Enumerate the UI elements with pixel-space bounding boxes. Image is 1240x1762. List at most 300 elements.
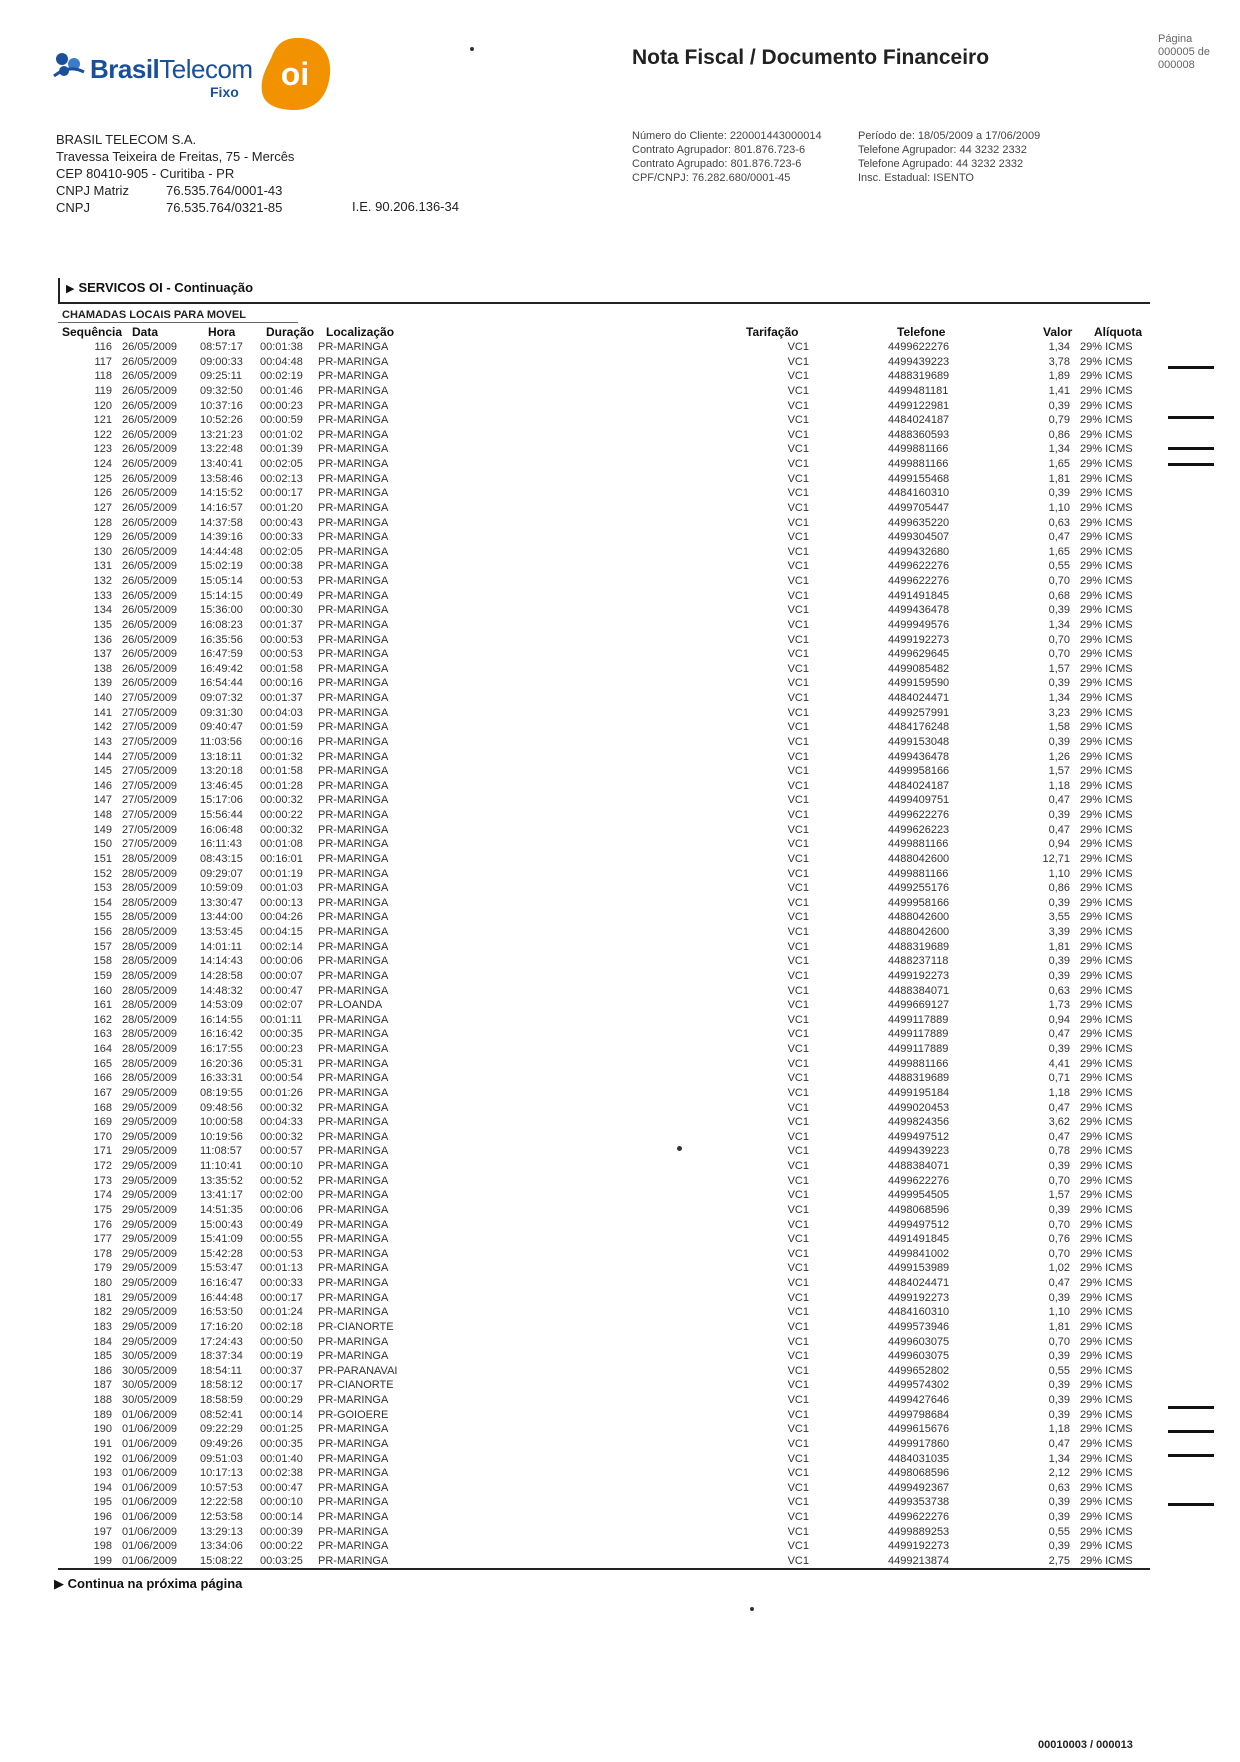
cell-tar: VC1 [787, 1116, 809, 1129]
spacer-cell [1070, 1510, 1080, 1525]
cell-date: 29/05/2009 [122, 1218, 178, 1231]
spacer-cell [809, 603, 888, 618]
cell-seq: 184 [93, 1335, 112, 1348]
table-row [58, 369, 1150, 384]
cell-dur: 00:00:22 [260, 1540, 303, 1553]
spacer-cell [1070, 896, 1080, 911]
spacer-cell [968, 559, 1026, 574]
margin-mark [1168, 447, 1214, 450]
cell-loc: PR-MARINGA [318, 955, 389, 968]
cell-tar: VC1 [787, 1203, 809, 1216]
cell-loc: PR-LOANDA [318, 999, 383, 1012]
spacer-cell [444, 998, 738, 1013]
cell-date: 28/05/2009 [122, 984, 178, 997]
cell-time: 09:48:56 [200, 1101, 243, 1114]
cell-loc: PR-MARINGA [318, 370, 389, 383]
cell-loc: PR-MARINGA [318, 677, 389, 690]
spacer-cell [968, 1188, 1026, 1203]
cell-date: 26/05/2009 [122, 618, 178, 631]
cell-ali: 29% ICMS [1080, 355, 1133, 368]
cell-ali: 29% ICMS [1080, 1540, 1133, 1553]
spacer-cell [444, 618, 738, 633]
cell-date: 29/05/2009 [122, 1247, 178, 1260]
spacer-cell [444, 1027, 738, 1042]
cell-date: 28/05/2009 [122, 1057, 178, 1070]
cell-ali: 29% ICMS [1080, 1116, 1133, 1129]
spacer-cell [1070, 998, 1080, 1013]
cell-ali: 29% ICMS [1080, 896, 1133, 909]
table-row [58, 1071, 1150, 1086]
spacer-cell [809, 867, 888, 882]
cell-tar: VC1 [787, 1028, 809, 1041]
cell-time: 10:00:58 [200, 1116, 243, 1129]
cell-val: 1,26 [1048, 750, 1070, 763]
cell-tel: 4499122981 [888, 399, 950, 412]
cell-loc: PR-MARINGA [318, 531, 389, 544]
cell-ali: 29% ICMS [1080, 648, 1133, 661]
cell-loc: PR-MARINGA [318, 414, 389, 427]
spacer-cell [809, 925, 888, 940]
cell-ali: 29% ICMS [1080, 1028, 1133, 1041]
cell-seq: 124 [93, 458, 112, 470]
cell-ali: 29% ICMS [1080, 984, 1133, 997]
cell-val: 3,39 [1048, 926, 1070, 938]
cell-tar: VC1 [787, 399, 809, 412]
cell-date: 26/05/2009 [122, 662, 178, 675]
cell-ali: 29% ICMS [1080, 765, 1133, 778]
cell-time: 09:07:32 [200, 692, 243, 704]
cell-dur: 00:00:39 [260, 1525, 303, 1538]
cell-date: 30/05/2009 [122, 1379, 178, 1392]
cell-tar: VC1 [787, 1057, 809, 1070]
spacer-cell [968, 1495, 1026, 1510]
spacer-cell [444, 735, 738, 750]
spacer-cell [1070, 1027, 1080, 1042]
cell-tar: VC1 [787, 1189, 809, 1202]
page-title: Nota Fiscal / Documento Financeiro [632, 46, 990, 69]
contrato-agrupado: Contrato Agrupado: 801.876.723-6 [632, 158, 802, 170]
cell-seq: 198 [93, 1540, 112, 1553]
cell-val: 1,18 [1048, 1086, 1070, 1099]
cell-date: 01/06/2009 [122, 1408, 178, 1421]
cell-time: 18:58:59 [200, 1394, 243, 1406]
cell-tar: VC1 [787, 1379, 809, 1392]
cell-seq: 140 [93, 692, 112, 704]
table-row [58, 852, 1150, 867]
cell-tel: 4499622276 [888, 575, 950, 587]
cell-date: 28/05/2009 [122, 1028, 178, 1041]
cell-tel: 4499622276 [888, 560, 950, 573]
spacer-cell [809, 1159, 888, 1174]
cell-tel: 4488042600 [888, 926, 950, 938]
table-subtitle: CHAMADAS LOCAIS PARA MOVEL [62, 309, 246, 321]
cell-val: 1,58 [1048, 721, 1070, 734]
table-row [58, 910, 1150, 925]
cell-loc: PR-MARINGA [318, 458, 389, 470]
cell-tar: VC1 [787, 882, 809, 895]
spacer-cell [444, 603, 738, 618]
cell-tar: VC1 [787, 984, 809, 997]
cell-val: 0,55 [1048, 1525, 1070, 1538]
cell-loc: PR-MARINGA [318, 926, 389, 938]
cell-date: 27/05/2009 [122, 779, 178, 792]
cell-date: 29/05/2009 [122, 1277, 178, 1289]
cell-seq: 169 [93, 1116, 112, 1129]
col-header-location: Localização [326, 325, 395, 339]
cell-tar: VC1 [787, 1437, 809, 1450]
cell-tel: 4499117889 [888, 1013, 949, 1026]
spacer-cell [444, 340, 738, 355]
cell-time: 11:03:56 [200, 735, 243, 748]
cell-val: 1,34 [1048, 692, 1070, 704]
table-row [58, 837, 1150, 852]
cell-date: 28/05/2009 [122, 1072, 178, 1085]
table-row [58, 662, 1150, 677]
spacer-cell [1070, 1378, 1080, 1393]
cell-tel: 4499192273 [888, 969, 950, 982]
cell-tel: 4488384071 [888, 1160, 950, 1172]
cell-tar: VC1 [787, 1467, 809, 1480]
spacer-cell [809, 1539, 888, 1554]
cell-date: 01/06/2009 [122, 1540, 178, 1553]
table-row [58, 1188, 1150, 1203]
spacer-cell [444, 1042, 738, 1057]
cell-tar: VC1 [787, 1145, 809, 1158]
spacer-cell [968, 1466, 1026, 1481]
table-row [58, 1393, 1150, 1408]
cell-tel: 4499881166 [888, 867, 949, 880]
cell-loc: PR-MARINGA [318, 1203, 389, 1216]
cell-tar: VC1 [787, 1086, 809, 1099]
cell-time: 15:02:19 [200, 560, 243, 573]
cell-time: 16:49:42 [200, 662, 243, 675]
billing-period: Período de: 18/05/2009 a 17/06/2009 [858, 130, 1041, 142]
cell-tel: 4499255176 [888, 882, 950, 895]
cell-dur: 00:01:24 [260, 1306, 303, 1319]
spacer-cell [1070, 1101, 1080, 1116]
spacer-cell [1070, 750, 1080, 765]
cell-tar: VC1 [787, 560, 809, 573]
cell-ali: 29% ICMS [1080, 1247, 1133, 1260]
spacer-cell [1070, 1393, 1080, 1408]
cell-seq: 180 [93, 1277, 112, 1289]
spacer-cell [809, 735, 888, 750]
cell-dur: 00:00:54 [260, 1072, 303, 1085]
cell-tel: 4498068596 [888, 1467, 950, 1480]
cell-seq: 187 [93, 1379, 112, 1392]
cell-time: 16:17:55 [200, 1043, 243, 1055]
cell-seq: 186 [93, 1364, 112, 1377]
spacer-cell [809, 1320, 888, 1335]
spacer-cell [1070, 1247, 1080, 1262]
cell-ali: 29% ICMS [1080, 399, 1133, 412]
cell-date: 29/05/2009 [122, 1145, 178, 1158]
cell-tar: VC1 [787, 969, 809, 982]
cell-time: 13:21:23 [200, 428, 243, 441]
cell-seq: 164 [93, 1043, 112, 1055]
cell-seq: 162 [93, 1013, 112, 1026]
cell-dur: 00:00:16 [260, 677, 303, 690]
spacer-cell [809, 442, 888, 457]
spacer-cell [809, 457, 888, 472]
cell-dur: 00:01:28 [260, 779, 303, 792]
spacer-cell [809, 1203, 888, 1218]
spacer-cell [1070, 1232, 1080, 1247]
col-header-tariff: Tarifação [746, 325, 799, 339]
spacer-cell [809, 1144, 888, 1159]
cell-ali: 29% ICMS [1080, 677, 1133, 690]
cell-tel: 4499917860 [888, 1437, 950, 1450]
cell-time: 09:51:03 [200, 1452, 243, 1465]
table-row [58, 1144, 1150, 1159]
spacer-cell [809, 706, 888, 721]
cell-tar: VC1 [787, 458, 809, 470]
cell-loc: PR-MARINGA [318, 1160, 389, 1172]
spacer-cell [809, 1232, 888, 1247]
table-row [58, 940, 1150, 955]
spacer-cell [444, 1101, 738, 1116]
margin-mark [1168, 416, 1214, 419]
table-row [58, 954, 1150, 969]
spacer-cell [1070, 1203, 1080, 1218]
cell-tel: 4499085482 [888, 662, 950, 675]
cell-seq: 156 [93, 926, 112, 938]
spacer-cell [1070, 1071, 1080, 1086]
spacer-cell [444, 1378, 738, 1393]
cell-date: 29/05/2009 [122, 1306, 178, 1319]
cell-tel: 4499949576 [888, 618, 950, 631]
spacer-cell [968, 1364, 1026, 1379]
spacer-cell [968, 603, 1026, 618]
spacer-cell [1070, 823, 1080, 838]
spacer-cell [968, 574, 1026, 589]
cell-tel: 4498068596 [888, 1203, 950, 1216]
cell-date: 01/06/2009 [122, 1423, 178, 1436]
spacer-cell [968, 940, 1026, 955]
cell-tar: VC1 [787, 692, 809, 704]
spacer-cell [444, 662, 738, 677]
spacer-cell [968, 1349, 1026, 1364]
spacer-cell [968, 881, 1026, 896]
spacer-cell [444, 1437, 738, 1452]
cell-date: 28/05/2009 [122, 940, 178, 953]
cell-ali: 29% ICMS [1080, 1233, 1133, 1246]
cell-ali: 29% ICMS [1080, 604, 1133, 617]
cell-dur: 00:00:43 [260, 516, 303, 529]
spacer-cell [1070, 647, 1080, 662]
cell-seq: 177 [93, 1233, 112, 1246]
spacer-cell [444, 1188, 738, 1203]
cell-dur: 00:00:32 [260, 794, 303, 807]
cell-seq: 192 [93, 1452, 112, 1465]
spacer-cell [444, 442, 738, 457]
table-row [58, 1013, 1150, 1028]
cell-tar: VC1 [787, 1233, 809, 1246]
cell-date: 26/05/2009 [122, 458, 178, 470]
spacer-cell [968, 1481, 1026, 1496]
spacer-cell [809, 1481, 888, 1496]
cell-dur: 00:00:14 [260, 1511, 303, 1523]
cell-seq: 131 [93, 560, 112, 573]
cell-val: 0,70 [1048, 633, 1070, 646]
cell-ali: 29% ICMS [1080, 443, 1133, 456]
cell-date: 26/05/2009 [122, 560, 178, 573]
cell-dur: 00:00:33 [260, 1277, 303, 1289]
cell-dur: 00:00:55 [260, 1233, 303, 1246]
cell-loc: PR-PARANAVAI [318, 1364, 398, 1377]
spacer-cell [809, 896, 888, 911]
spacer-cell [809, 984, 888, 999]
cell-dur: 00:00:53 [260, 575, 303, 587]
cell-time: 15:08:22 [200, 1554, 243, 1567]
cell-seq: 191 [93, 1437, 112, 1450]
cell-tel: 4491491845 [888, 1233, 950, 1246]
spacer-cell [1070, 735, 1080, 750]
cell-loc: PR-MARINGA [318, 575, 389, 587]
table-row [58, 486, 1150, 501]
spacer-cell [809, 1086, 888, 1101]
cell-dur: 00:00:49 [260, 589, 303, 602]
spacer-cell [1070, 1130, 1080, 1145]
table-row [58, 1525, 1150, 1540]
cell-ali: 29% ICMS [1080, 1408, 1133, 1421]
cell-tel: 4499603075 [888, 1335, 950, 1348]
cell-seq: 144 [93, 750, 112, 763]
cell-ali: 29% ICMS [1080, 1525, 1133, 1538]
cell-tar: VC1 [787, 618, 809, 631]
cell-dur: 00:01:38 [260, 341, 303, 353]
table-row [58, 925, 1150, 940]
spacer-cell [968, 1144, 1026, 1159]
cell-time: 10:37:16 [200, 399, 243, 412]
cell-time: 13:18:11 [200, 750, 243, 763]
cell-tel: 4484031035 [888, 1452, 950, 1465]
cell-val: 0,39 [1048, 604, 1070, 617]
cell-loc: PR-MARINGA [318, 1423, 389, 1436]
spacer-cell [1070, 925, 1080, 940]
cell-dur: 00:00:10 [260, 1496, 303, 1509]
spacer-cell [1070, 867, 1080, 882]
cell-loc: PR-MARINGA [318, 706, 389, 719]
cell-date: 26/05/2009 [122, 428, 178, 441]
cell-tar: VC1 [787, 999, 809, 1012]
table-row [58, 618, 1150, 633]
cell-tar: VC1 [787, 838, 809, 851]
cell-ali: 29% ICMS [1080, 384, 1133, 397]
cell-tel: 4484024187 [888, 414, 950, 427]
spacer-cell [444, 559, 738, 574]
cell-date: 26/05/2009 [122, 370, 178, 383]
cell-tel: 4499427646 [888, 1394, 950, 1406]
page-number [1158, 33, 1230, 72]
cell-tel: 4499954505 [888, 1189, 950, 1202]
cell-time: 11:10:41 [200, 1160, 243, 1172]
cell-time: 13:44:00 [200, 911, 243, 924]
cell-seq: 137 [93, 648, 112, 661]
spacer-cell [1070, 559, 1080, 574]
cell-loc: PR-MARINGA [318, 662, 389, 675]
cell-seq: 160 [93, 984, 112, 997]
cell-tar: VC1 [787, 1043, 809, 1055]
spacer-cell [444, 1130, 738, 1145]
cell-date: 26/05/2009 [122, 443, 178, 456]
cpf-cnpj: CPF/CNPJ: 76.282.680/0001-45 [632, 172, 791, 184]
cell-seq: 145 [93, 765, 112, 778]
spacer-cell [444, 881, 738, 896]
cell-loc: PR-GOIOERE [318, 1408, 389, 1421]
cell-ali: 29% ICMS [1080, 926, 1133, 938]
spacer-cell [444, 940, 738, 955]
cell-seq: 195 [93, 1496, 112, 1509]
table-row [58, 691, 1150, 706]
cell-ali: 29% ICMS [1080, 1086, 1133, 1099]
cell-loc: PR-MARINGA [318, 1554, 389, 1567]
table-row [58, 1203, 1150, 1218]
cell-time: 08:43:15 [200, 852, 243, 865]
spacer-cell [809, 998, 888, 1013]
spacer-cell [809, 589, 888, 604]
cell-seq: 161 [93, 999, 112, 1012]
spacer-cell [968, 369, 1026, 384]
cell-val: 0,71 [1048, 1072, 1070, 1085]
spacer-cell [1070, 1115, 1080, 1130]
spacer-cell [809, 486, 888, 501]
spacer-cell [1070, 1305, 1080, 1320]
cell-dur: 00:00:49 [260, 1218, 303, 1231]
cell-seq: 154 [93, 896, 112, 909]
spacer-cell [1070, 384, 1080, 399]
cell-tar: VC1 [787, 735, 809, 748]
table-row [58, 574, 1150, 589]
spacer-cell [444, 750, 738, 765]
cell-val: 1,34 [1048, 341, 1070, 353]
table-row [58, 647, 1150, 662]
table-row [58, 1481, 1150, 1496]
cell-seq: 159 [93, 969, 112, 982]
spacer-cell [809, 1042, 888, 1057]
cell-tar: VC1 [787, 794, 809, 807]
cell-dur: 00:04:48 [260, 355, 303, 368]
cell-seq: 194 [93, 1481, 112, 1494]
section-header [58, 278, 1152, 302]
cell-seq: 141 [93, 706, 112, 719]
cell-ali: 29% ICMS [1080, 560, 1133, 573]
cell-loc: PR-MARINGA [318, 794, 389, 807]
cell-dur: 00:01:37 [260, 618, 303, 631]
spacer-cell [968, 808, 1026, 823]
cell-date: 30/05/2009 [122, 1394, 178, 1406]
cell-loc: PR-MARINGA [318, 545, 389, 558]
spacer-cell [809, 1013, 888, 1028]
cell-dur: 00:00:13 [260, 896, 303, 909]
spacer-cell [1070, 1218, 1080, 1233]
cell-seq: 190 [93, 1423, 112, 1436]
cell-date: 26/05/2009 [122, 414, 178, 427]
spacer-cell [968, 1554, 1026, 1569]
cell-dur: 00:00:14 [260, 1408, 303, 1421]
cell-tar: VC1 [787, 370, 809, 383]
cell-val: 0,39 [1048, 1408, 1070, 1421]
cell-loc: PR-MARINGA [318, 1525, 389, 1538]
company-address: Travessa Teixeira de Freitas, 75 - Mercês [56, 149, 295, 164]
cell-val: 1,89 [1048, 370, 1070, 383]
table-row [58, 1554, 1150, 1569]
cell-dur: 00:00:59 [260, 414, 303, 427]
spacer-cell [444, 399, 738, 414]
cell-dur: 00:00:06 [260, 955, 303, 968]
cell-seq: 125 [93, 472, 112, 485]
spacer-cell [968, 954, 1026, 969]
